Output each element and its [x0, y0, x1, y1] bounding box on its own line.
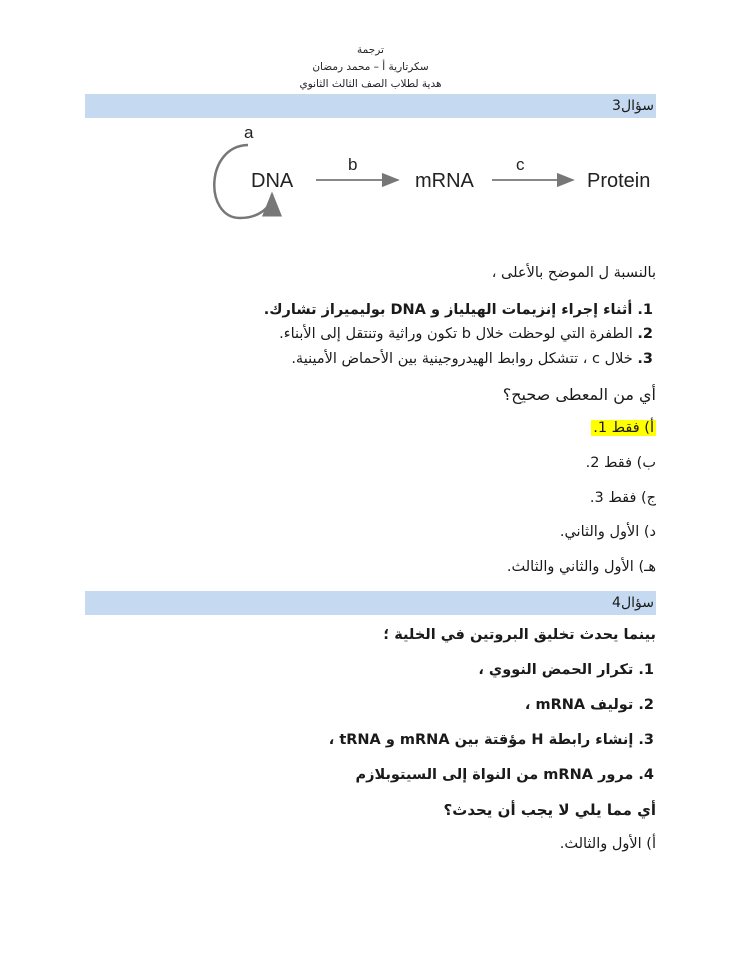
q4-item-3: 3. إنشاء رابطة H مؤقتة بين mRNA و tRNA ،: [328, 732, 654, 748]
header-author: سكرتارية أ – محمد رمضان: [312, 61, 429, 73]
node-protein: Protein: [587, 170, 651, 192]
node-dna: DNA: [251, 170, 294, 192]
q4-question: أي مما يلي لا يجب أن يحدث؟: [443, 801, 656, 819]
q3-statement-3: [291, 351, 653, 367]
statement-number: 2.: [637, 326, 653, 342]
q3-statement-2: [279, 326, 653, 342]
q3-option-b[interactable]: ب) فقط 2.: [585, 455, 656, 471]
q4-item-1: 1. تكرار الحمض النووي ،: [478, 662, 654, 678]
arrow-label-b: b: [348, 155, 358, 174]
question-4-title: سؤال4: [612, 595, 654, 611]
q4-item-2: 2. توليف mRNA ،: [524, 697, 654, 713]
question-3-band: [85, 94, 656, 118]
q3-question: أي من المعطى صحيح؟: [502, 385, 656, 404]
statement-text: خلال c ، تتشكل روابط الهيدروجينية بين الأحماض الأمينية.: [291, 351, 633, 367]
header-title: ترجمة: [357, 44, 384, 56]
option-a-highlighted-text: أ) فقط 1.: [593, 420, 654, 436]
arrow-label-c: c: [516, 155, 525, 174]
q4-item-4: 4. مرور mRNA من النواة إلى السيتوبلازم: [355, 767, 654, 783]
q3-intro: بالنسبة ل الموضح بالأعلى ،: [491, 265, 656, 281]
q4-intro: بينما يحدث تخليق البروتين في الخلية ؛: [383, 627, 656, 643]
statement-number: 1.: [637, 302, 653, 318]
statement-text: أثناء إجراء إنزيمات الهيلياز و DNA بوليميراز تشارك.: [263, 302, 633, 318]
q4-option-a[interactable]: أ) الأول والثالث.: [559, 836, 656, 852]
q3-statement-1: [264, 302, 653, 318]
q3-option-d[interactable]: د) الأول والثاني.: [559, 524, 656, 540]
node-mrna: mRNA: [415, 170, 474, 192]
central-dogma-diagram: [200, 118, 670, 233]
statement-text: الطفرة التي لوحظت خلال b تكون وراثية وتنتقل إلى الأبناء.: [279, 326, 633, 342]
question-3-title: سؤال3: [612, 98, 654, 114]
q3-option-c[interactable]: ج) فقط 3.: [589, 490, 656, 506]
statement-number: 3.: [637, 351, 653, 367]
q3-option-e[interactable]: هـ) الأول والثاني والثالث.: [506, 559, 656, 575]
question-4-band: [85, 591, 656, 615]
q3-option-a[interactable]: [591, 420, 656, 436]
header-dedication: هدية لطلاب الصف الثالث الثانوي: [299, 78, 442, 90]
loop-label-a: a: [244, 123, 254, 142]
